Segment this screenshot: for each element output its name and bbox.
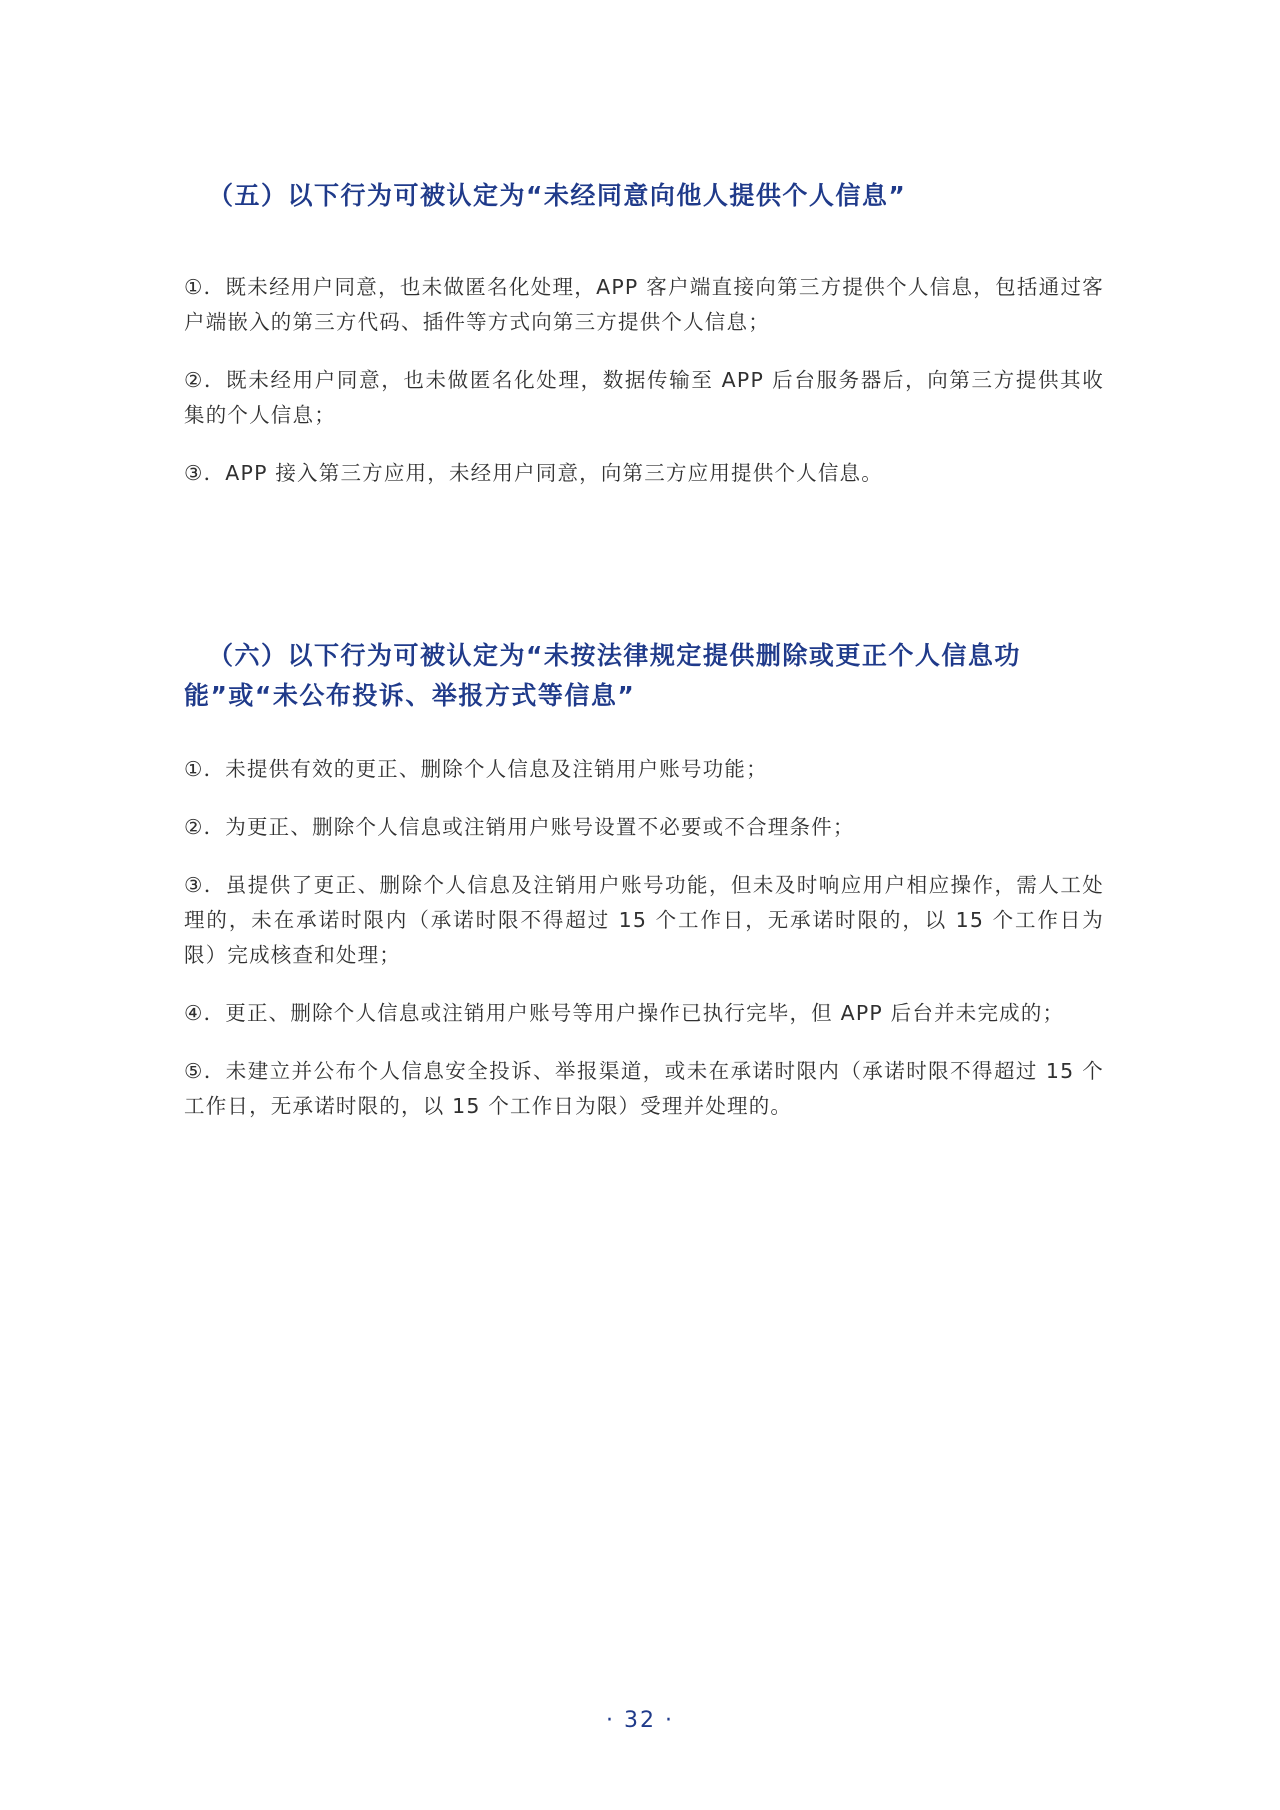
list-item: ③．APP 接入第三方应用，未经用户同意，向第三方应用提供个人信息。 — [184, 461, 883, 485]
page-number: · 32 · — [606, 1708, 674, 1733]
list-item: ②．既未经用户同意，也未做匿名化处理，数据传输至 APP 后台服务器后，向第三方提供其收集的个人信息； — [184, 368, 1104, 427]
list-item: ①．既未经用户同意，也未做匿名化处理，APP 客户端直接向第三方提供个人信息，包括通过客户端嵌入的第三方代码、插件等方式向第三方提供个人信息； — [184, 275, 1104, 334]
section-six — [184, 636, 1104, 1147]
section-six-list — [184, 752, 1104, 1124]
list-item: ②．为更正、删除个人信息或注销用户账号设置不必要或不合理条件； — [184, 815, 855, 839]
section-six-title: （六）以下行为可被认定为“未按法律规定提供删除或更正个人信息功能”或“未公布投诉、举报方式等信息” — [184, 641, 1021, 710]
section-five — [184, 176, 1104, 514]
list-item: ⑤．未建立并公布个人信息安全投诉、举报渠道，或未在承诺时限内（承诺时限不得超过 15 个工作日，无承诺时限的，以 15 个工作日为限）受理并处理的。 — [184, 1059, 1104, 1118]
section-five-title: （五）以下行为可被认定为“未经同意向他人提供个人信息” — [208, 181, 907, 210]
list-item: ④．更正、删除个人信息或注销用户账号等用户操作已执行完毕，但 APP 后台并未完成的； — [184, 1001, 1065, 1025]
list-item: ①．未提供有效的更正、删除个人信息及注销用户账号功能； — [184, 757, 768, 781]
list-item: ③．虽提供了更正、删除个人信息及注销用户账号功能，但未及时响应用户相应操作，需人工处理的，未在承诺时限内（承诺时限不得超过 15 个工作日，无承诺时限的，以 15 个工作日为限）完成核查和处理； — [184, 873, 1104, 967]
section-five-list — [184, 270, 1104, 491]
